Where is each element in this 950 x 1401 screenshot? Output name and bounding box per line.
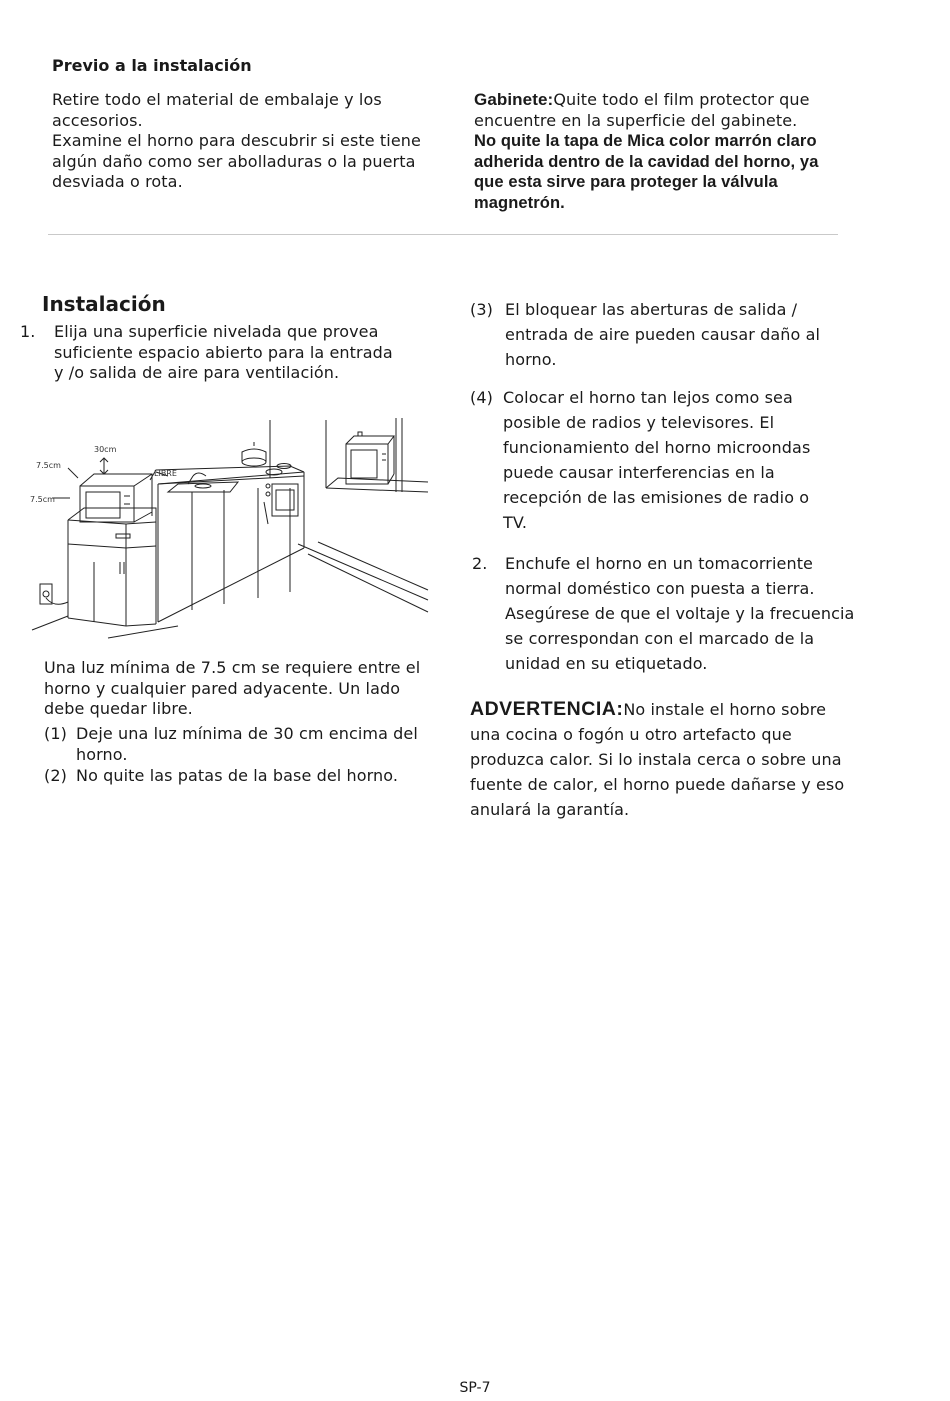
warning-label: ADVERTENCIA: — [470, 698, 624, 720]
text-line: Enchufe el horno en un tomacorriente — [505, 554, 814, 573]
text-line: recepción de las emisiones de radio o — [503, 488, 810, 507]
text-line: funcionamiento del horno microondas — [503, 438, 811, 457]
step2-text — [505, 551, 854, 676]
text-line: algún daño como ser abolladuras o la puerta — [52, 151, 416, 171]
text-line: debe quedar libre. — [44, 699, 193, 719]
text-line: Una luz mínima de 7.5 cm se requiere entre el — [44, 658, 421, 677]
text-line: desviada o rota. — [52, 172, 183, 192]
warning-line: adherida dentro de la cavidad del horno, ya — [474, 152, 819, 171]
item1-number: (1) — [44, 724, 67, 743]
text-line: Colocar el horno tan lejos como sea — [503, 388, 793, 407]
text-line: Retire todo el material de embalaje y los — [52, 90, 382, 109]
text-line: Deje una luz mínima de 30 cm encima del — [76, 724, 418, 743]
warning-line: que esta sirve para proteger la válvula — [474, 173, 778, 192]
heat-warning — [470, 697, 844, 822]
item3-text — [505, 297, 820, 372]
text-line: Examine el horno para descubrir si este tiene — [52, 131, 421, 151]
text-line: horno. — [505, 350, 557, 369]
text-line: anulará la garantía. — [470, 800, 630, 819]
text-line: horno y cualquier pared adyacente. Un lado — [44, 678, 401, 698]
item4-text — [503, 385, 810, 535]
figure-label-top-clearance: 30cm — [94, 445, 117, 454]
item1-text — [76, 724, 418, 765]
step1-number: 1. — [20, 322, 36, 341]
text-line: y /o salida de aire para ventilación. — [54, 363, 340, 383]
text-line: Elija una superficie nivelada que provea — [54, 322, 379, 341]
cabinet-label: Gabinete: — [474, 90, 554, 109]
text-line: El bloquear las aberturas de salida / — [505, 300, 798, 319]
section-divider — [48, 234, 838, 235]
warning-line: magnetrón. — [474, 193, 565, 212]
text-line: entrada de aire pueden causar daño al — [505, 325, 821, 344]
kitchen-installation-figure — [28, 412, 438, 644]
figure-label-front-clearance: 7.5cm — [30, 495, 55, 504]
text-line: unidad en su etiquetado. — [505, 654, 708, 673]
text-line: produzca calor. Si lo instala cerca o sobre una — [470, 750, 842, 769]
installation-heading: Instalación — [42, 292, 166, 316]
text-line: una cocina o fogón u otro artefacto que — [470, 725, 792, 744]
text-line: encuentre en la superficie del gabinete. — [474, 110, 798, 130]
text-line: puede causar interferencias en la — [503, 463, 775, 482]
warning-text: No instale el horno sobre — [623, 700, 827, 719]
warning-line: No quite la tapa de Mica color marrón claro — [474, 132, 817, 151]
text-line: suficiente espacio abierto para la entrada — [54, 342, 393, 362]
text-line: Asegúrese de que el voltaje y la frecuencia — [505, 604, 855, 623]
text-line: normal doméstico con puesta a tierra. — [505, 579, 815, 598]
item2-number: (2) — [44, 766, 67, 785]
pre-install-text — [52, 90, 421, 193]
figure-label-side-clearance: 7.5cm — [36, 461, 61, 470]
mica-warning — [474, 131, 894, 213]
text-line: accesorios. — [52, 110, 143, 130]
text-line: horno. — [76, 744, 128, 764]
item3-number: (3) — [470, 300, 493, 319]
item2-text: No quite las patas de la base del horno. — [76, 766, 399, 785]
pre-install-heading: Previo a la instalación — [52, 56, 252, 75]
cabinet-note — [474, 90, 894, 214]
text-line — [470, 697, 844, 722]
item4-number: (4) — [470, 388, 493, 407]
cabinet-text: Quite todo el film protector que — [553, 90, 810, 109]
text-line — [474, 90, 894, 111]
figure-label-free-side: LIBRE — [154, 469, 177, 478]
page-number: SP-7 — [459, 1380, 491, 1396]
text-line: fuente de calor, el horno puede dañarse y eso — [470, 775, 845, 794]
text-line: posible de radios y televisores. El — [503, 413, 775, 432]
text-line: TV. — [503, 513, 528, 532]
text-line: se correspondan con el marcado de la — [505, 629, 815, 648]
step2-number: 2. — [472, 554, 488, 573]
clearance-text — [44, 658, 420, 720]
step1-text — [54, 322, 393, 384]
